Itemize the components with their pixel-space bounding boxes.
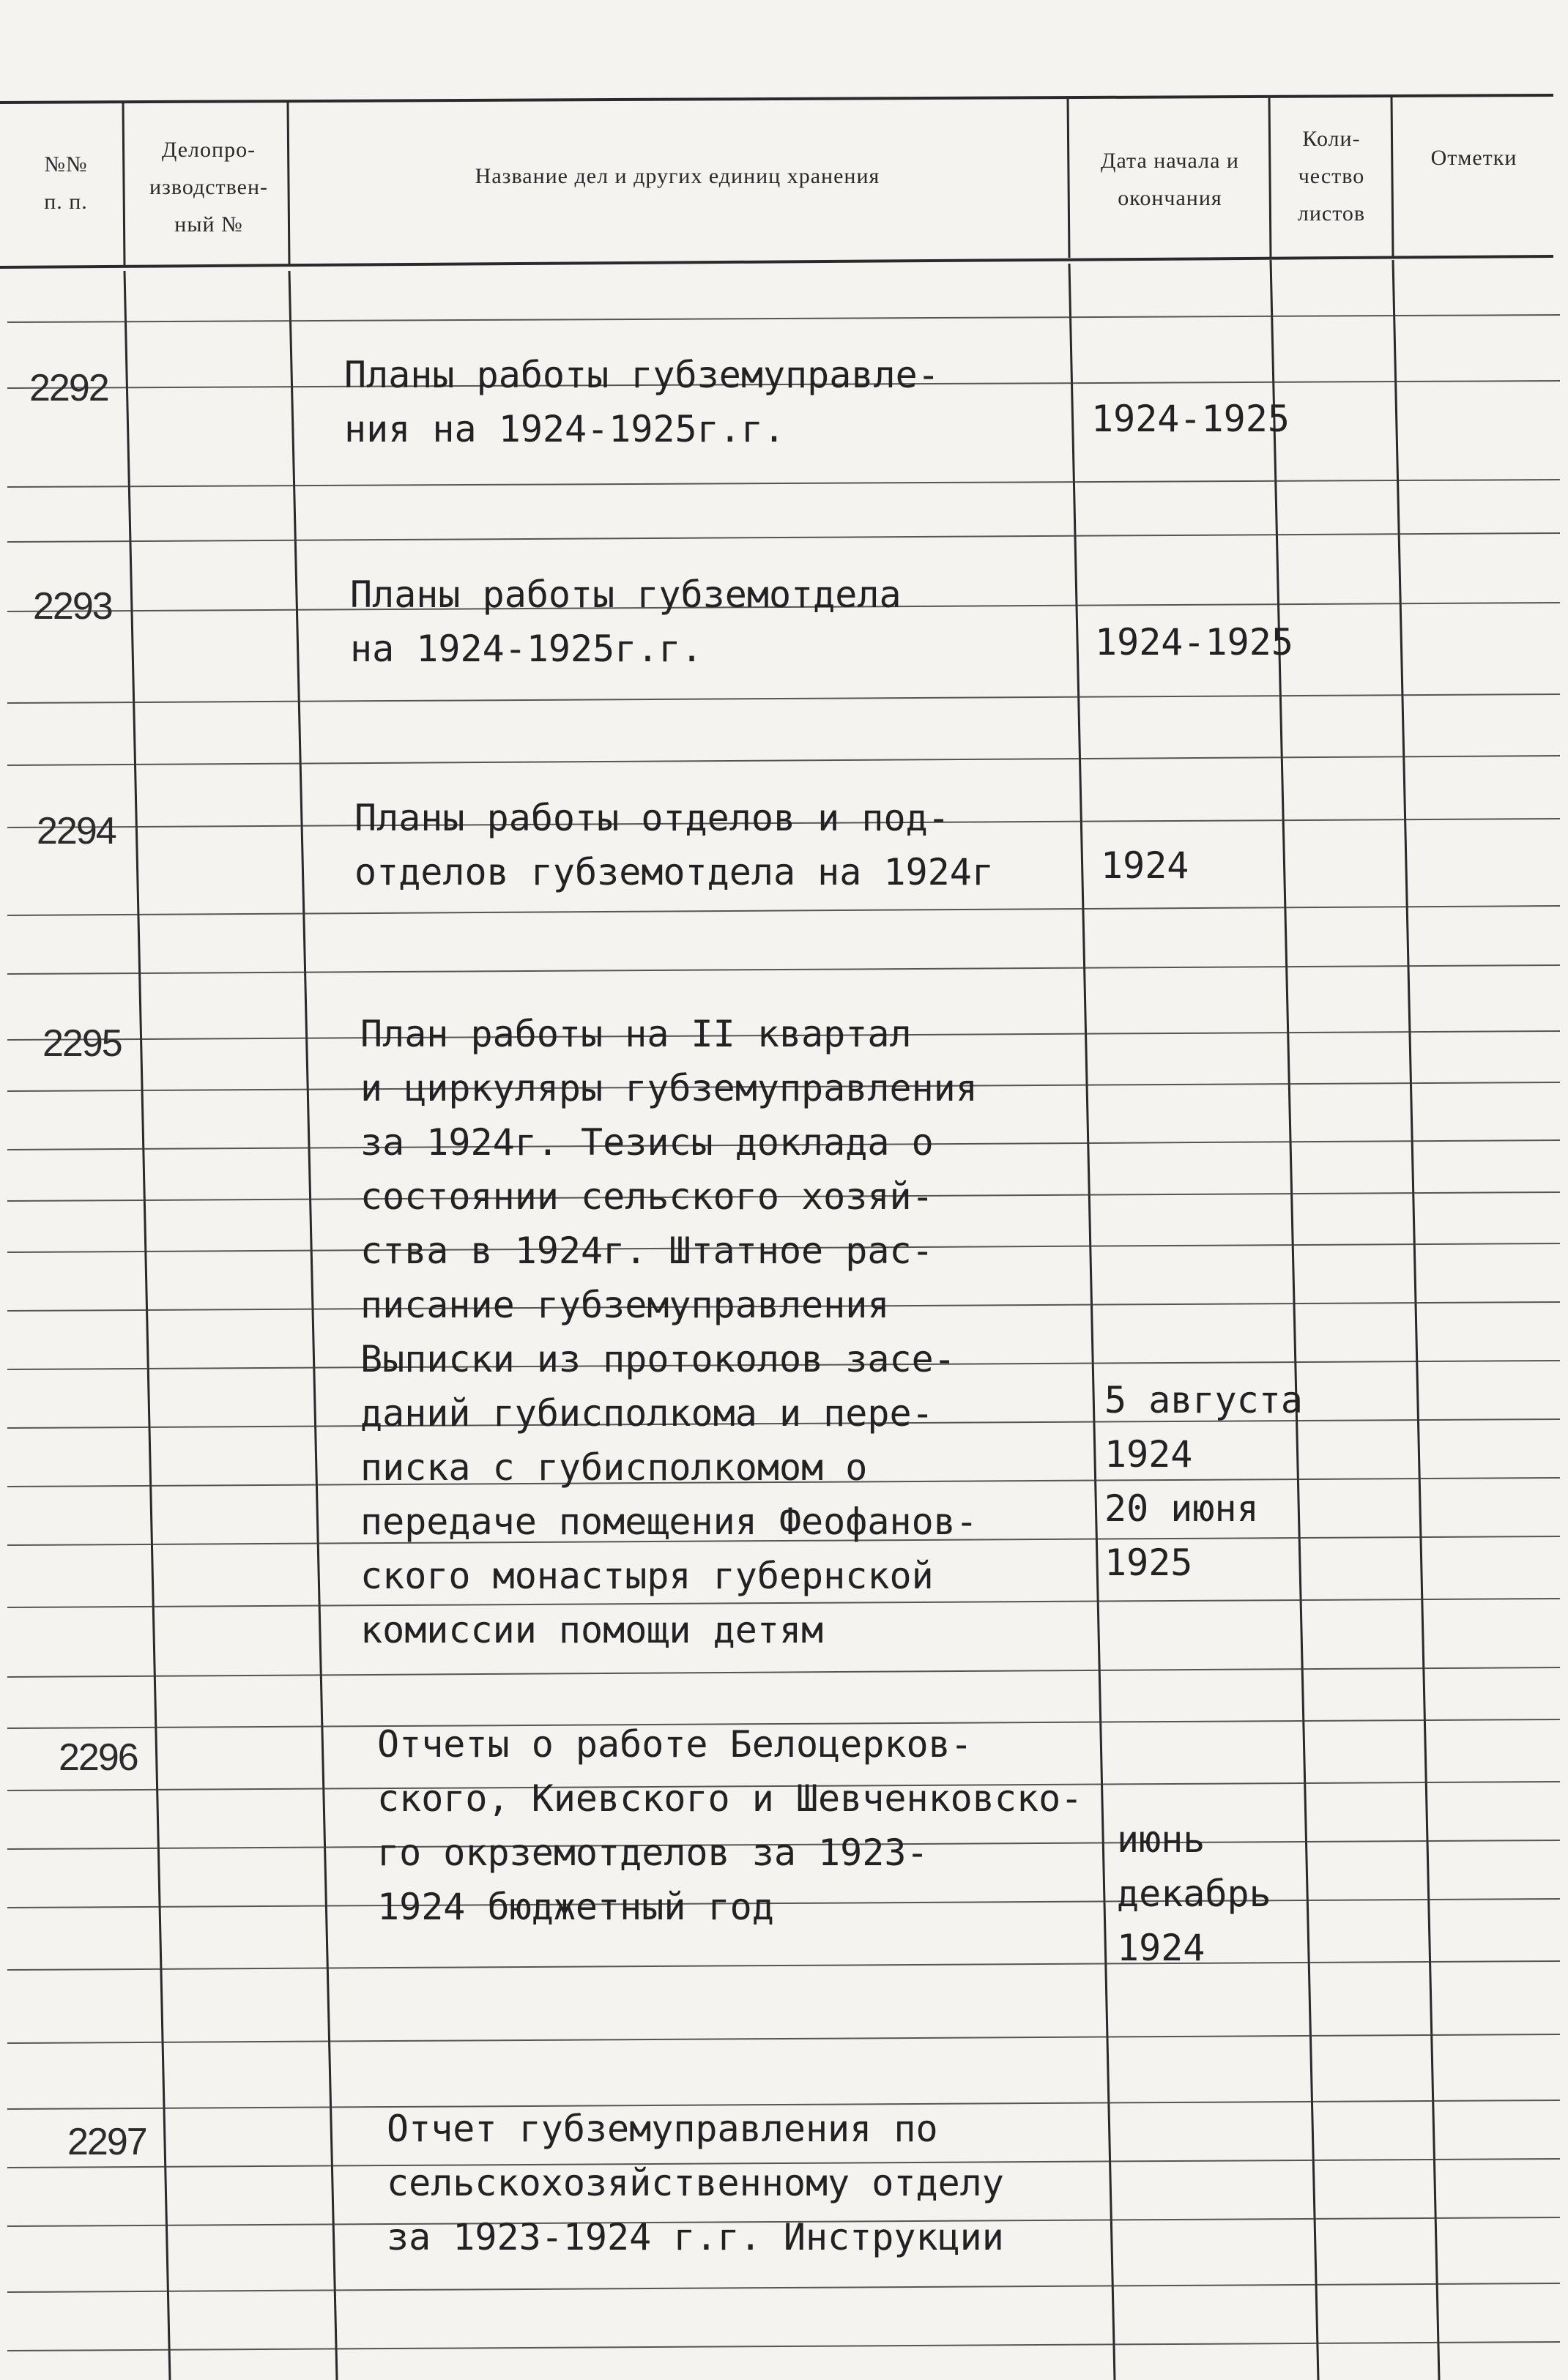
- case-number: 2293: [33, 585, 112, 628]
- case-date-line: 1924-1925: [1091, 398, 1290, 440]
- case-dates: [1095, 615, 1293, 669]
- case-title-line: Планы работы отделов и под-: [354, 797, 950, 839]
- case-date-line: 1924-1925: [1095, 621, 1293, 663]
- case-title-line: за 1923-1924 г.г. Инструкции: [387, 2216, 1004, 2258]
- case-date-line: 1924: [1101, 844, 1189, 887]
- case-dates: [1117, 1812, 1271, 1975]
- case-title: [360, 1007, 978, 1657]
- header-title-label: Название дел и других единиц хранения: [475, 163, 880, 188]
- case-title-line: на 1924-1925г.г.: [350, 628, 703, 670]
- case-title-line: Выписки из протоколов засе-: [360, 1338, 956, 1380]
- case-title-line: Отчеты о работе Белоцерков-: [377, 1723, 973, 1766]
- case-title-line: го окрземотделов за 1923-: [377, 1832, 929, 1874]
- case-dates: [1091, 392, 1290, 446]
- case-date-line: 1925: [1104, 1542, 1193, 1584]
- case-title-line: 1924 бюджетный год: [377, 1886, 774, 1928]
- case-title-line: ского монастыря губернской: [360, 1555, 934, 1597]
- case-title: [377, 1717, 1082, 1934]
- header-cell-dates: [1073, 110, 1267, 249]
- case-title-line: ния на 1924-1925г.г.: [344, 408, 786, 450]
- case-number: 2296: [59, 1736, 138, 1779]
- case-title-line: ства в 1924г. Штатное рас-: [360, 1230, 934, 1272]
- header-number-label: №№ п. п.: [44, 152, 88, 214]
- case-date-line: июнь: [1117, 1818, 1205, 1861]
- case-title-line: писка с губисполкомом о: [360, 1446, 868, 1489]
- case-title-line: за 1924г. Тезисы доклада о: [360, 1121, 934, 1164]
- case-title-line: передаче помещения Феофанов-: [360, 1500, 978, 1543]
- case-number: 2297: [67, 2121, 146, 2163]
- case-title-line: и циркуляры губземуправления: [360, 1067, 978, 1109]
- case-number: 2292: [29, 367, 108, 409]
- header-cell-title: [293, 132, 1062, 220]
- case-title: [387, 2102, 1004, 2264]
- header-cell-office-number: [132, 121, 286, 253]
- case-title-line: Планы работы губземотдела: [350, 573, 902, 616]
- case-title-line: комиссии помощи детям: [360, 1609, 824, 1651]
- case-title-line: Планы работы губземуправле-: [344, 354, 940, 396]
- case-title-line: ского, Киевского и Шевченковско-: [377, 1777, 1083, 1820]
- header-office-number-label: Делопро-изводствен-ный №: [149, 137, 269, 237]
- case-title-line: Отчет губземуправления по: [387, 2108, 938, 2150]
- case-title: [350, 568, 902, 676]
- case-date-line: 20 июня: [1104, 1487, 1259, 1530]
- case-title-line: отделов губземотдела на 1924г: [354, 851, 994, 893]
- case-number: 2295: [42, 1022, 122, 1065]
- case-date-line: 5 августа: [1104, 1379, 1303, 1421]
- header-dates-label: Дата начала и окончания: [1101, 149, 1239, 210]
- header-sheets-label: Коли-чество листов: [1297, 126, 1366, 226]
- header-notes-label: Отметки: [1430, 145, 1517, 170]
- case-title-line: сельскохозяйственному отделу: [387, 2162, 1004, 2204]
- case-title-line: План работы на II квартал: [360, 1013, 912, 1055]
- case-title: [344, 348, 940, 456]
- case-title: [354, 791, 994, 899]
- header-cell-notes: [1395, 110, 1553, 205]
- header-cell-sheets: [1273, 103, 1390, 249]
- case-title-line: состоянии сельского хозяй-: [360, 1175, 934, 1218]
- case-date-line: 1924: [1104, 1433, 1193, 1476]
- case-date-line: 1924: [1117, 1927, 1205, 1969]
- case-number: 2294: [37, 810, 116, 852]
- header-cell-number: [15, 132, 117, 234]
- case-dates: [1101, 838, 1189, 893]
- case-title-line: писание губземуправления: [360, 1284, 890, 1326]
- case-dates: [1104, 1373, 1303, 1590]
- case-title-line: даний губисполкома и пере-: [360, 1392, 934, 1435]
- case-date-line: декабрь: [1117, 1873, 1271, 1915]
